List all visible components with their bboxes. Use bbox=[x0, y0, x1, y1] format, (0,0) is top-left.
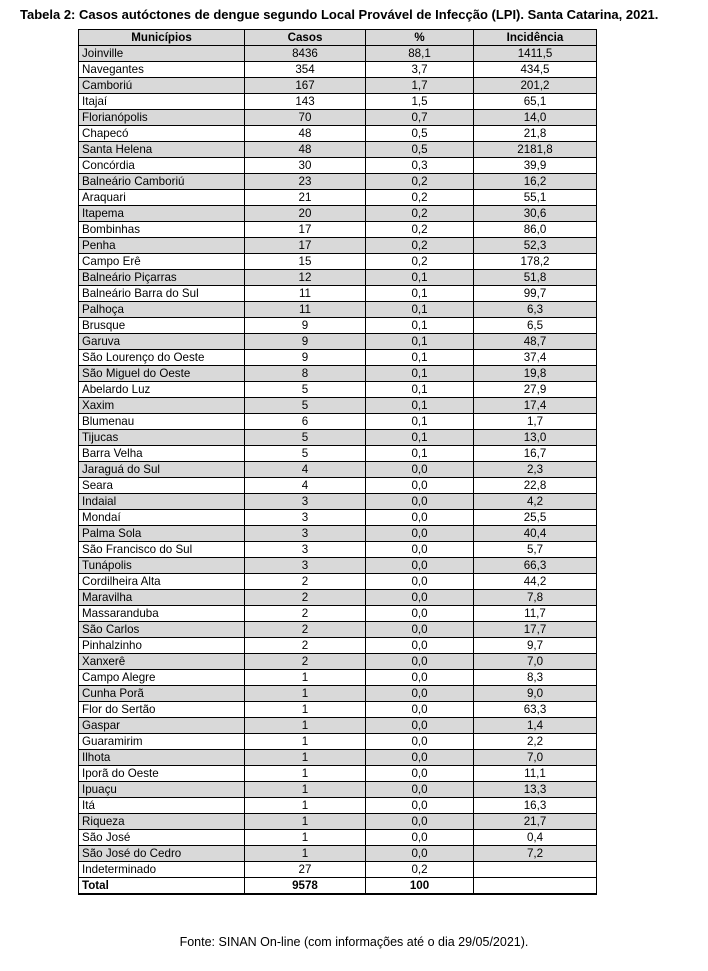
casos-cell: 48 bbox=[245, 126, 366, 142]
municipio-cell: Penha bbox=[79, 238, 245, 254]
percent-cell: 0,0 bbox=[366, 478, 474, 494]
table-row bbox=[79, 414, 597, 430]
casos-cell: 2 bbox=[245, 654, 366, 670]
municipio-cell: Xaxim bbox=[79, 398, 245, 414]
percent-cell: 0,1 bbox=[366, 446, 474, 462]
casos-cell: 4 bbox=[245, 462, 366, 478]
percent-cell: 0,0 bbox=[366, 830, 474, 846]
percent-cell: 1,7 bbox=[366, 78, 474, 94]
table-row bbox=[79, 110, 597, 126]
percent-cell: 0,5 bbox=[366, 142, 474, 158]
table-row bbox=[79, 750, 597, 766]
table-row bbox=[79, 702, 597, 718]
municipio-cell: Concórdia bbox=[79, 158, 245, 174]
incidencia-cell: 1,4 bbox=[474, 718, 597, 734]
casos-cell: 3 bbox=[245, 558, 366, 574]
casos-cell: 5 bbox=[245, 382, 366, 398]
percent-cell: 88,1 bbox=[366, 46, 474, 62]
incidencia-cell: 2,3 bbox=[474, 462, 597, 478]
casos-cell: 48 bbox=[245, 142, 366, 158]
casos-cell: 30 bbox=[245, 158, 366, 174]
total-percent-cell: 100 bbox=[366, 878, 474, 895]
table-row bbox=[79, 446, 597, 462]
incidencia-cell: 40,4 bbox=[474, 526, 597, 542]
casos-cell: 5 bbox=[245, 446, 366, 462]
incidencia-cell: 0,4 bbox=[474, 830, 597, 846]
casos-cell: 6 bbox=[245, 414, 366, 430]
incidencia-cell: 66,3 bbox=[474, 558, 597, 574]
incidencia-cell: 14,0 bbox=[474, 110, 597, 126]
municipio-cell: São Lourenço do Oeste bbox=[79, 350, 245, 366]
municipio-cell: Campo Erê bbox=[79, 254, 245, 270]
incidencia-cell: 5,7 bbox=[474, 542, 597, 558]
incidencia-cell: 16,3 bbox=[474, 798, 597, 814]
incidencia-cell: 37,4 bbox=[474, 350, 597, 366]
municipio-cell: Tijucas bbox=[79, 430, 245, 446]
table-row bbox=[79, 46, 597, 62]
municipio-cell: Campo Alegre bbox=[79, 670, 245, 686]
table-row bbox=[79, 78, 597, 94]
casos-cell: 20 bbox=[245, 206, 366, 222]
table-row bbox=[79, 366, 597, 382]
municipio-cell: Palma Sola bbox=[79, 526, 245, 542]
municipio-cell: Indeterminado bbox=[79, 862, 245, 878]
table-row bbox=[79, 302, 597, 318]
municipio-cell: Balneário Camboriú bbox=[79, 174, 245, 190]
municipio-cell: Chapecó bbox=[79, 126, 245, 142]
total-municipio-cell: Total bbox=[79, 878, 245, 895]
municipio-cell: Mondaí bbox=[79, 510, 245, 526]
casos-cell: 2 bbox=[245, 590, 366, 606]
casos-cell: 354 bbox=[245, 62, 366, 78]
table-row bbox=[79, 158, 597, 174]
percent-cell: 0,1 bbox=[366, 366, 474, 382]
percent-cell: 0,0 bbox=[366, 814, 474, 830]
casos-cell: 1 bbox=[245, 830, 366, 846]
table-row bbox=[79, 654, 597, 670]
casos-cell: 1 bbox=[245, 798, 366, 814]
table-row bbox=[79, 350, 597, 366]
dengue-cases-table bbox=[78, 29, 597, 895]
incidencia-cell: 7,0 bbox=[474, 654, 597, 670]
table-row bbox=[79, 398, 597, 414]
municipio-cell: Ipuaçu bbox=[79, 782, 245, 798]
percent-cell: 0,0 bbox=[366, 542, 474, 558]
municipio-cell: Tunápolis bbox=[79, 558, 245, 574]
percent-cell: 0,0 bbox=[366, 750, 474, 766]
table-row bbox=[79, 766, 597, 782]
percent-cell: 0,1 bbox=[366, 382, 474, 398]
table-row bbox=[79, 670, 597, 686]
table-row bbox=[79, 254, 597, 270]
table-row bbox=[79, 222, 597, 238]
percent-cell: 0,1 bbox=[366, 334, 474, 350]
column-header-casos: Casos bbox=[245, 30, 366, 46]
percent-cell: 0,3 bbox=[366, 158, 474, 174]
incidencia-cell: 39,9 bbox=[474, 158, 597, 174]
table-row bbox=[79, 462, 597, 478]
table-row bbox=[79, 286, 597, 302]
casos-cell: 12 bbox=[245, 270, 366, 286]
casos-cell: 17 bbox=[245, 222, 366, 238]
percent-cell: 0,5 bbox=[366, 126, 474, 142]
municipio-cell: Blumenau bbox=[79, 414, 245, 430]
percent-cell: 0,2 bbox=[366, 254, 474, 270]
percent-cell: 0,0 bbox=[366, 798, 474, 814]
municipio-cell: Florianópolis bbox=[79, 110, 245, 126]
column-header-municipios: Municípios bbox=[79, 30, 245, 46]
percent-cell: 0,2 bbox=[366, 174, 474, 190]
incidencia-cell bbox=[474, 862, 597, 878]
percent-cell: 0,0 bbox=[366, 494, 474, 510]
incidencia-cell: 1,7 bbox=[474, 414, 597, 430]
total-incidencia-cell bbox=[474, 878, 597, 895]
table-row bbox=[79, 782, 597, 798]
table-row bbox=[79, 174, 597, 190]
incidencia-cell: 434,5 bbox=[474, 62, 597, 78]
table-row bbox=[79, 558, 597, 574]
percent-cell: 1,5 bbox=[366, 94, 474, 110]
casos-cell: 17 bbox=[245, 238, 366, 254]
incidencia-cell: 7,2 bbox=[474, 846, 597, 862]
casos-cell: 1 bbox=[245, 782, 366, 798]
incidencia-cell: 9,7 bbox=[474, 638, 597, 654]
municipio-cell: Guaramirim bbox=[79, 734, 245, 750]
incidencia-cell: 11,1 bbox=[474, 766, 597, 782]
table-row bbox=[79, 206, 597, 222]
incidencia-cell: 7,8 bbox=[474, 590, 597, 606]
incidencia-cell: 16,7 bbox=[474, 446, 597, 462]
table-row bbox=[79, 430, 597, 446]
source-footnote: Fonte: SINAN On-line (com informações até o dia 29/05/2021). bbox=[179, 935, 529, 949]
column-header-percent: % bbox=[366, 30, 474, 46]
table-row bbox=[79, 334, 597, 350]
incidencia-cell: 27,9 bbox=[474, 382, 597, 398]
percent-cell: 0,0 bbox=[366, 766, 474, 782]
table-row bbox=[79, 126, 597, 142]
casos-cell: 1 bbox=[245, 846, 366, 862]
casos-cell: 8 bbox=[245, 366, 366, 382]
table-row bbox=[79, 238, 597, 254]
casos-cell: 2 bbox=[245, 574, 366, 590]
table-row bbox=[79, 718, 597, 734]
incidencia-cell: 178,2 bbox=[474, 254, 597, 270]
incidencia-cell: 9,0 bbox=[474, 686, 597, 702]
casos-cell: 3 bbox=[245, 542, 366, 558]
table-row bbox=[79, 622, 597, 638]
table-row bbox=[79, 510, 597, 526]
municipio-cell: Santa Helena bbox=[79, 142, 245, 158]
percent-cell: 0,1 bbox=[366, 286, 474, 302]
incidencia-cell: 19,8 bbox=[474, 366, 597, 382]
municipio-cell: São Francisco do Sul bbox=[79, 542, 245, 558]
percent-cell: 0,0 bbox=[366, 718, 474, 734]
incidencia-cell: 48,7 bbox=[474, 334, 597, 350]
casos-cell: 5 bbox=[245, 398, 366, 414]
incidencia-cell: 55,1 bbox=[474, 190, 597, 206]
table-title: Tabela 2: Casos autóctones de dengue segundo Local Provável de Infecção (LPI). Santa Catarina, 2021. bbox=[20, 7, 659, 22]
casos-cell: 1 bbox=[245, 750, 366, 766]
incidencia-cell: 21,7 bbox=[474, 814, 597, 830]
municipio-cell: Iporã do Oeste bbox=[79, 766, 245, 782]
column-header-incidencia: Incidência bbox=[474, 30, 597, 46]
municipio-cell: Camboriú bbox=[79, 78, 245, 94]
percent-cell: 0,0 bbox=[366, 558, 474, 574]
table-row bbox=[79, 638, 597, 654]
municipio-cell: São José do Cedro bbox=[79, 846, 245, 862]
casos-cell: 1 bbox=[245, 686, 366, 702]
table-body bbox=[79, 46, 597, 895]
table-row bbox=[79, 846, 597, 862]
casos-cell: 1 bbox=[245, 814, 366, 830]
percent-cell: 0,0 bbox=[366, 654, 474, 670]
municipio-cell: Garuva bbox=[79, 334, 245, 350]
table-row bbox=[79, 478, 597, 494]
incidencia-cell: 30,6 bbox=[474, 206, 597, 222]
percent-cell: 0,0 bbox=[366, 510, 474, 526]
percent-cell: 0,0 bbox=[366, 782, 474, 798]
percent-cell: 0,1 bbox=[366, 302, 474, 318]
incidencia-cell: 63,3 bbox=[474, 702, 597, 718]
table-row bbox=[79, 318, 597, 334]
incidencia-cell: 4,2 bbox=[474, 494, 597, 510]
municipio-cell: Massaranduba bbox=[79, 606, 245, 622]
incidencia-cell: 25,5 bbox=[474, 510, 597, 526]
municipio-cell: São José bbox=[79, 830, 245, 846]
incidencia-cell: 13,3 bbox=[474, 782, 597, 798]
casos-cell: 2 bbox=[245, 622, 366, 638]
percent-cell: 0,2 bbox=[366, 206, 474, 222]
table-row bbox=[79, 270, 597, 286]
table-row bbox=[79, 606, 597, 622]
casos-cell: 1 bbox=[245, 702, 366, 718]
percent-cell: 0,0 bbox=[366, 670, 474, 686]
percent-cell: 0,0 bbox=[366, 702, 474, 718]
table-row bbox=[79, 590, 597, 606]
table-row bbox=[79, 494, 597, 510]
percent-cell: 0,2 bbox=[366, 222, 474, 238]
table-row bbox=[79, 62, 597, 78]
total-casos-cell: 9578 bbox=[245, 878, 366, 895]
table-row bbox=[79, 798, 597, 814]
incidencia-cell: 17,7 bbox=[474, 622, 597, 638]
percent-cell: 0,2 bbox=[366, 190, 474, 206]
incidencia-cell: 1411,5 bbox=[474, 46, 597, 62]
municipio-cell: Araquari bbox=[79, 190, 245, 206]
percent-cell: 0,1 bbox=[366, 350, 474, 366]
casos-cell: 1 bbox=[245, 734, 366, 750]
municipio-cell: Itajaí bbox=[79, 94, 245, 110]
municipio-cell: Cunha Porã bbox=[79, 686, 245, 702]
percent-cell: 0,0 bbox=[366, 686, 474, 702]
total-row bbox=[79, 878, 597, 895]
casos-cell: 15 bbox=[245, 254, 366, 270]
municipio-cell: Abelardo Luz bbox=[79, 382, 245, 398]
table-row bbox=[79, 814, 597, 830]
casos-cell: 1 bbox=[245, 718, 366, 734]
table-row bbox=[79, 190, 597, 206]
incidencia-cell: 6,3 bbox=[474, 302, 597, 318]
municipio-cell: Cordilheira Alta bbox=[79, 574, 245, 590]
municipio-cell: Ilhota bbox=[79, 750, 245, 766]
percent-cell: 0,1 bbox=[366, 398, 474, 414]
municipio-cell: Joinville bbox=[79, 46, 245, 62]
municipio-cell: Brusque bbox=[79, 318, 245, 334]
table-row bbox=[79, 542, 597, 558]
municipio-cell: Bombinhas bbox=[79, 222, 245, 238]
incidencia-cell: 21,8 bbox=[474, 126, 597, 142]
table-row bbox=[79, 382, 597, 398]
casos-cell: 11 bbox=[245, 302, 366, 318]
percent-cell: 0,0 bbox=[366, 846, 474, 862]
table-header-row bbox=[79, 30, 597, 46]
casos-cell: 2 bbox=[245, 638, 366, 654]
casos-cell: 21 bbox=[245, 190, 366, 206]
casos-cell: 3 bbox=[245, 494, 366, 510]
percent-cell: 0,1 bbox=[366, 430, 474, 446]
casos-cell: 1 bbox=[245, 766, 366, 782]
percent-cell: 0,1 bbox=[366, 318, 474, 334]
incidencia-cell: 13,0 bbox=[474, 430, 597, 446]
municipio-cell: Gaspar bbox=[79, 718, 245, 734]
casos-cell: 70 bbox=[245, 110, 366, 126]
table-row bbox=[79, 574, 597, 590]
percent-cell: 0,2 bbox=[366, 862, 474, 878]
municipio-cell: São Miguel do Oeste bbox=[79, 366, 245, 382]
incidencia-cell: 2,2 bbox=[474, 734, 597, 750]
municipio-cell: Jaraguá do Sul bbox=[79, 462, 245, 478]
incidencia-cell: 17,4 bbox=[474, 398, 597, 414]
municipio-cell: Itá bbox=[79, 798, 245, 814]
percent-cell: 0,0 bbox=[366, 526, 474, 542]
municipio-cell: Indaial bbox=[79, 494, 245, 510]
casos-cell: 27 bbox=[245, 862, 366, 878]
table-row bbox=[79, 830, 597, 846]
incidencia-cell: 99,7 bbox=[474, 286, 597, 302]
incidencia-cell: 51,8 bbox=[474, 270, 597, 286]
table-row bbox=[79, 734, 597, 750]
municipio-cell: Balneário Barra do Sul bbox=[79, 286, 245, 302]
municipio-cell: Seara bbox=[79, 478, 245, 494]
municipio-cell: Pinhalzinho bbox=[79, 638, 245, 654]
municipio-cell: Riqueza bbox=[79, 814, 245, 830]
percent-cell: 0,0 bbox=[366, 638, 474, 654]
casos-cell: 1 bbox=[245, 670, 366, 686]
incidencia-cell: 6,5 bbox=[474, 318, 597, 334]
municipio-cell: Xanxerê bbox=[79, 654, 245, 670]
percent-cell: 0,0 bbox=[366, 574, 474, 590]
casos-cell: 2 bbox=[245, 606, 366, 622]
municipio-cell: Itapema bbox=[79, 206, 245, 222]
table-row bbox=[79, 862, 597, 878]
casos-cell: 9 bbox=[245, 350, 366, 366]
casos-cell: 4 bbox=[245, 478, 366, 494]
casos-cell: 11 bbox=[245, 286, 366, 302]
casos-cell: 5 bbox=[245, 430, 366, 446]
municipio-cell: Navegantes bbox=[79, 62, 245, 78]
table-row bbox=[79, 94, 597, 110]
municipio-cell: Palhoça bbox=[79, 302, 245, 318]
incidencia-cell: 52,3 bbox=[474, 238, 597, 254]
casos-cell: 9 bbox=[245, 334, 366, 350]
incidencia-cell: 16,2 bbox=[474, 174, 597, 190]
percent-cell: 0,0 bbox=[366, 606, 474, 622]
incidencia-cell: 7,0 bbox=[474, 750, 597, 766]
municipio-cell: Flor do Sertão bbox=[79, 702, 245, 718]
casos-cell: 23 bbox=[245, 174, 366, 190]
percent-cell: 0,0 bbox=[366, 734, 474, 750]
municipio-cell: Balneário Piçarras bbox=[79, 270, 245, 286]
municipio-cell: Maravilha bbox=[79, 590, 245, 606]
table-row bbox=[79, 142, 597, 158]
percent-cell: 0,0 bbox=[366, 462, 474, 478]
percent-cell: 0,0 bbox=[366, 622, 474, 638]
percent-cell: 3,7 bbox=[366, 62, 474, 78]
municipio-cell: São Carlos bbox=[79, 622, 245, 638]
percent-cell: 0,2 bbox=[366, 238, 474, 254]
incidencia-cell: 2181,8 bbox=[474, 142, 597, 158]
table-row bbox=[79, 526, 597, 542]
casos-cell: 8436 bbox=[245, 46, 366, 62]
municipio-cell: Barra Velha bbox=[79, 446, 245, 462]
casos-cell: 143 bbox=[245, 94, 366, 110]
table-row bbox=[79, 686, 597, 702]
incidencia-cell: 65,1 bbox=[474, 94, 597, 110]
incidencia-cell: 22,8 bbox=[474, 478, 597, 494]
incidencia-cell: 11,7 bbox=[474, 606, 597, 622]
casos-cell: 9 bbox=[245, 318, 366, 334]
incidencia-cell: 86,0 bbox=[474, 222, 597, 238]
percent-cell: 0,1 bbox=[366, 270, 474, 286]
casos-cell: 3 bbox=[245, 510, 366, 526]
casos-cell: 167 bbox=[245, 78, 366, 94]
incidencia-cell: 201,2 bbox=[474, 78, 597, 94]
incidencia-cell: 8,3 bbox=[474, 670, 597, 686]
percent-cell: 0,1 bbox=[366, 414, 474, 430]
casos-cell: 3 bbox=[245, 526, 366, 542]
incidencia-cell: 44,2 bbox=[474, 574, 597, 590]
percent-cell: 0,7 bbox=[366, 110, 474, 126]
percent-cell: 0,0 bbox=[366, 590, 474, 606]
